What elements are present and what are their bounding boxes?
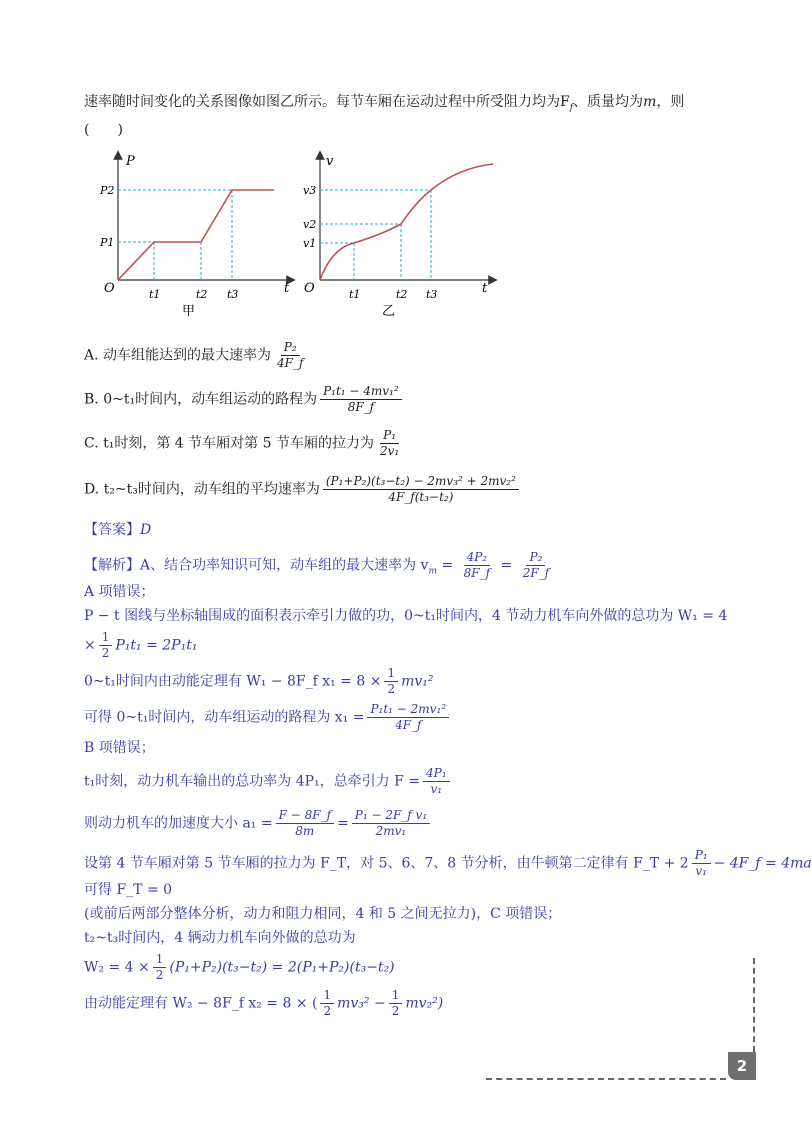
tick-t2: t2: [396, 288, 408, 301]
page-border-horizontal: [486, 1078, 726, 1080]
velocity-curve: [320, 164, 493, 280]
option-d[interactable]: D. t₂~t₃时间内，动车组的平均速率为 $\frac{\text{(P₁+P₂)(t₃−t₂) − 2mv₃² + 2mv₂²}}{\text{4F\_f(t₃−t₂)}}$: [84, 474, 522, 505]
figure-caption: 乙: [382, 304, 396, 319]
analysis-line-11: 可得 F_T = 0: [84, 882, 173, 898]
page-border-vertical: [753, 958, 755, 1052]
analysis-line-13: t₂~t₃时间内，4 辆动力机车向外做的总功为: [84, 930, 356, 946]
tick-p1: P1: [100, 236, 115, 249]
tick-p2: P2: [100, 184, 115, 197]
answer-blank: ( ): [84, 122, 123, 138]
power-curve: [118, 190, 274, 280]
analysis-line-5: 0~t₁时间内由动能定理有 W₁ − 8F_f x₁ = 8 × $\frac{1}{2}$ mv₁²: [84, 666, 434, 696]
velocity-time-graph: [298, 150, 498, 325]
origin-label: O: [304, 281, 315, 296]
tick-t1: t1: [349, 288, 361, 301]
analysis-line-4: × $\frac{1}{2}$ P₁t₁ = 2P₁t₁: [84, 630, 198, 660]
analysis-line-15: 由动能定理有 W₂ − 8F_f x₂ = 8 × ( $\frac{1}{2}$ mv₃² − $\frac{1}{2}$ mv₂²): [84, 988, 444, 1018]
analysis-line-2: A 项错误；: [84, 584, 155, 600]
x-axis-label: t: [482, 281, 488, 296]
analysis-line-3: P − t 图线与坐标轴围成的面积表示牵引力做的功，0~t₁时间内，4 节动力机车向外做的总功为 W₁ = 4: [84, 608, 728, 624]
analysis-line-8: t₁时刻，动力机车输出的总功率为 4P₁，总牵引力 F = $\frac{\text{4P₁}}{\text{v₁}}$: [84, 766, 453, 797]
analysis-line-12: (或前后两部分整体分析，动力和阻力相同，4 和 5 之间无拉力)，C 项错误；: [84, 906, 562, 922]
figure-caption: 甲: [182, 304, 196, 319]
x-axis-label: t: [284, 281, 290, 296]
question-text: 速率随时间变化的关系图像如图乙所示。每节车厢在运动过程中所受阻力均为$F_f$、质量均为m，则: [84, 94, 685, 113]
analysis-line-1: 【解析】A、结合功率知识可知，动车组的最大速率为 $v_m$ = $\frac{\text{4P₂}}{8F\_f}$ = $\frac{\text{P₂}}{2F\_f}$: [84, 550, 550, 580]
tick-t1: t1: [149, 288, 161, 301]
analysis-line-9: 则动力机车的加速度大小 a₁ = $\frac{F - 8F\_f}{8m}$ = $\frac{\text{P₁ − 2F\_f v₁}}{\text{2mv₁}}$: [84, 808, 433, 839]
guide-lines: [118, 190, 232, 280]
option-b[interactable]: B. 0~t₁时间内，动车组运动的路程为 $\frac{\text{P₁t₁ − 4mv₁²}}{8F\_f}$: [84, 384, 405, 415]
analysis-line-6: 可得 0~t₁时间内，动车组运动的路程为 x₁ = $\frac{\text{P₁t₁ − 2mv₁²}}{4F\_f}$: [84, 702, 452, 733]
tick-v3: v3: [303, 184, 317, 197]
y-axis-label: P: [126, 154, 135, 169]
tick-t2: t2: [196, 288, 208, 301]
tick-t3: t3: [426, 288, 438, 301]
tick-t3: t3: [227, 288, 239, 301]
y-axis-label: v: [326, 154, 334, 169]
analysis-line-7: B 项错误；: [84, 740, 155, 756]
option-a[interactable]: A. 动车组能达到的最大速率为 $\frac{\text{P₂}}{4F\_f}$: [84, 340, 304, 370]
analysis-line-14: W₂ = 4 × $\frac{1}{2}$ (P₁+P₂)(t₃−t₂) = 2(P₁+P₂)(t₃−t₂): [84, 952, 395, 982]
tick-v1: v1: [303, 237, 317, 250]
power-time-graph: [96, 150, 296, 325]
tick-v2: v2: [303, 218, 317, 231]
page-number: 2: [728, 1052, 756, 1080]
analysis-line-10: 设第 4 节车厢对第 5 节车厢的拉力为 F_T，对 5、6、7、8 节分析，由牛顿第二定律有 F_T + 2 $\frac{\text{P₁}}{\text{v₁}}$ − 4F_f = 4ma: [84, 848, 812, 878]
option-c[interactable]: C. t₁时刻，第 4 节车厢对第 5 节车厢的拉力为 $\frac{\text{P₁}}{\text{2v₁}}$: [84, 428, 400, 458]
origin-label: O: [104, 281, 115, 296]
answer-line: 【答案】D: [84, 522, 152, 538]
